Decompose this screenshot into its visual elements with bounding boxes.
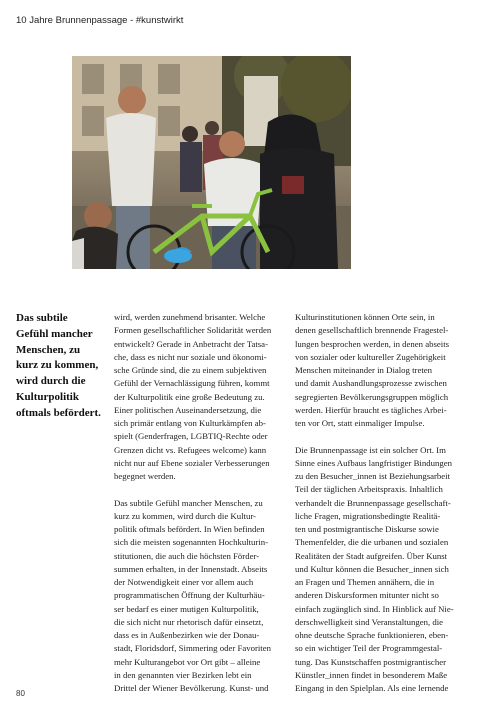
- text-line: wird, werden zunehmend brisanter. Welche: [114, 312, 266, 322]
- text-line: in den genannten vier Bezirken lebt ein: [114, 669, 252, 680]
- text-line: Grenzen dicht vs. Refugees welcome) kann: [114, 444, 267, 455]
- text-line: dass es in Außenbezirken wie der Donau-: [114, 630, 260, 640]
- text-line: der Kulturpolitik eine große Bedeutung zu.: [114, 391, 265, 402]
- text-line: an Fragen und Themen annähern, die in: [295, 577, 435, 587]
- text-line: derschwelligkeit sind Veranstaltungen, die: [295, 616, 444, 627]
- text-line: ten und postmigrantische Diskurse sowie: [295, 524, 439, 534]
- text-line: Eingang in den Spielplan. Als eine lernende: [295, 683, 449, 693]
- text-line: Menschen miteinander in Dialog treten: [295, 365, 433, 375]
- text-line: Themenfelder, die die urbanen und sozialen: [295, 537, 449, 548]
- text-line: mehr Kulturangebot vor Ort gibt – alleine: [114, 656, 261, 667]
- text-line: und damit Aushandlungsprozesse zwischen: [295, 378, 447, 389]
- text-line: liche Fragen, migrationsbedingte Realitä-: [295, 510, 441, 521]
- text-line: Gefühl der Vernachlässigung führen, kommt: [114, 378, 270, 389]
- text-line: die sich nicht nur rhetorisch dafür einsetzt,: [114, 616, 264, 627]
- text-line: Sinne eines Aufbaus langfristiger Bindungen: [295, 457, 452, 468]
- text-line: che, dass es nicht nur soziale und ökonomi-: [114, 351, 267, 362]
- text-line: stitutionen, die auch die höchsten Förder-: [114, 550, 260, 561]
- paragraph: [114, 311, 286, 483]
- text-line: Das subtile Gefühl mancher Menschen, zu: [114, 497, 263, 508]
- text-line: und Kultur können die Besucher_innen sich: [295, 563, 449, 574]
- text-line: begegnet werden.: [114, 471, 176, 481]
- text-line: sich die meisten sogenannten Hochkulturin-: [114, 537, 269, 548]
- text-line: Realitäten der Stadt aufgreifen. Über Kunst: [295, 550, 448, 561]
- text-line: entwickelt? Gerade in Anbetracht der Tatsa-: [114, 338, 268, 349]
- text-line: lungen besprochen werden, in denen abseits: [295, 338, 450, 349]
- text-line: von sozialer oder kultureller Zugehörigkeit: [295, 351, 446, 362]
- text-line: so ein wichtiger Teil der Programmgestal-: [295, 643, 443, 654]
- text-line: ten vor Ort, statt einmaliger Impulse.: [295, 418, 425, 428]
- text-line: Formen gesellschaftlicher Solidarität werden: [114, 325, 272, 336]
- text-line: stadt, Floridsdorf, Simmering oder Favoriten: [114, 643, 271, 654]
- page-number: 80: [16, 689, 25, 698]
- text-line: programmatischen Öffnung der Kulturhäu-: [114, 590, 265, 601]
- text-column-right: [295, 311, 471, 709]
- text-line: Drittel der Wiener Bevölkerung. Kunst- und: [114, 683, 269, 693]
- text-line: nicht nur auf Ebene sozialer Verbesserungen: [114, 457, 270, 468]
- pull-quote: Das subtile Gefühl mancher Menschen, zu kurz zu kommen, wird durch die Kulturpolitik oftmals befördert.: [16, 312, 101, 419]
- text-line: spielt (Genderfragen, LGBTIQ-Rechte oder: [114, 431, 268, 442]
- paragraph: [114, 497, 286, 696]
- text-line: tung. Das Kunstschaffen postmigrantischer: [295, 656, 446, 667]
- text-line: Die Brunnenpassage ist ein solcher Ort. Im: [295, 444, 446, 455]
- text-line: denen gesellschaftlich brennende Fragestel-: [295, 325, 449, 336]
- running-head: 10 Jahre Brunnenpassage - #kunstwirkt: [16, 15, 184, 26]
- text-line: Teil der täglichen Arbeitspraxis. Inhaltlich: [295, 484, 443, 495]
- text-line: einfach zugänglich sind. In Hinblick auf Nie-: [295, 603, 454, 614]
- text-line: kurz zu kommen, wird durch die Kultur-: [114, 510, 256, 521]
- text-line: anderen Diskursformen mitunter nicht so: [295, 590, 439, 601]
- text-line: sich primär entlang von Kulturkämpfen ab-: [114, 418, 266, 428]
- text-line: segregierten Bevölkerungsgruppen möglich: [295, 391, 449, 402]
- paragraph: [295, 444, 471, 696]
- street-photo: [72, 56, 351, 269]
- street-photo-illustration: [72, 56, 351, 269]
- text-line: Künstler_innen findet in besonderem Maße: [295, 669, 448, 680]
- text-line: sche Gründe sind, die zu einem subjektiven: [114, 365, 267, 375]
- text-line: Kulturinstitutionen können Orte sein, in: [295, 312, 435, 322]
- text-line: verhandelt die Brunnenpassage gesellschaft-: [295, 497, 451, 508]
- text-line: ohne deutsche Sprache funktionieren, eben-: [295, 630, 449, 640]
- text-column-left: [114, 311, 286, 709]
- text-line: der Notwendigkeit einer vor allem auch: [114, 577, 254, 587]
- text-line: werden. Hierfür braucht es tägliches Arbei-: [295, 404, 447, 415]
- text-line: zu den Besucher_innen ist Beziehungsarbeit: [295, 471, 451, 481]
- paragraph: [295, 311, 471, 430]
- text-line: ser bedarf es einer mutigen Kulturpolitik,: [114, 603, 259, 614]
- text-line: summen erhalten, in der Innenstadt. Abseits: [114, 563, 268, 574]
- text-line: Einer politischen Auseinandersetzung, die: [114, 404, 262, 415]
- text-line: politik oftmals befördert. In Wien befinden: [114, 524, 265, 534]
